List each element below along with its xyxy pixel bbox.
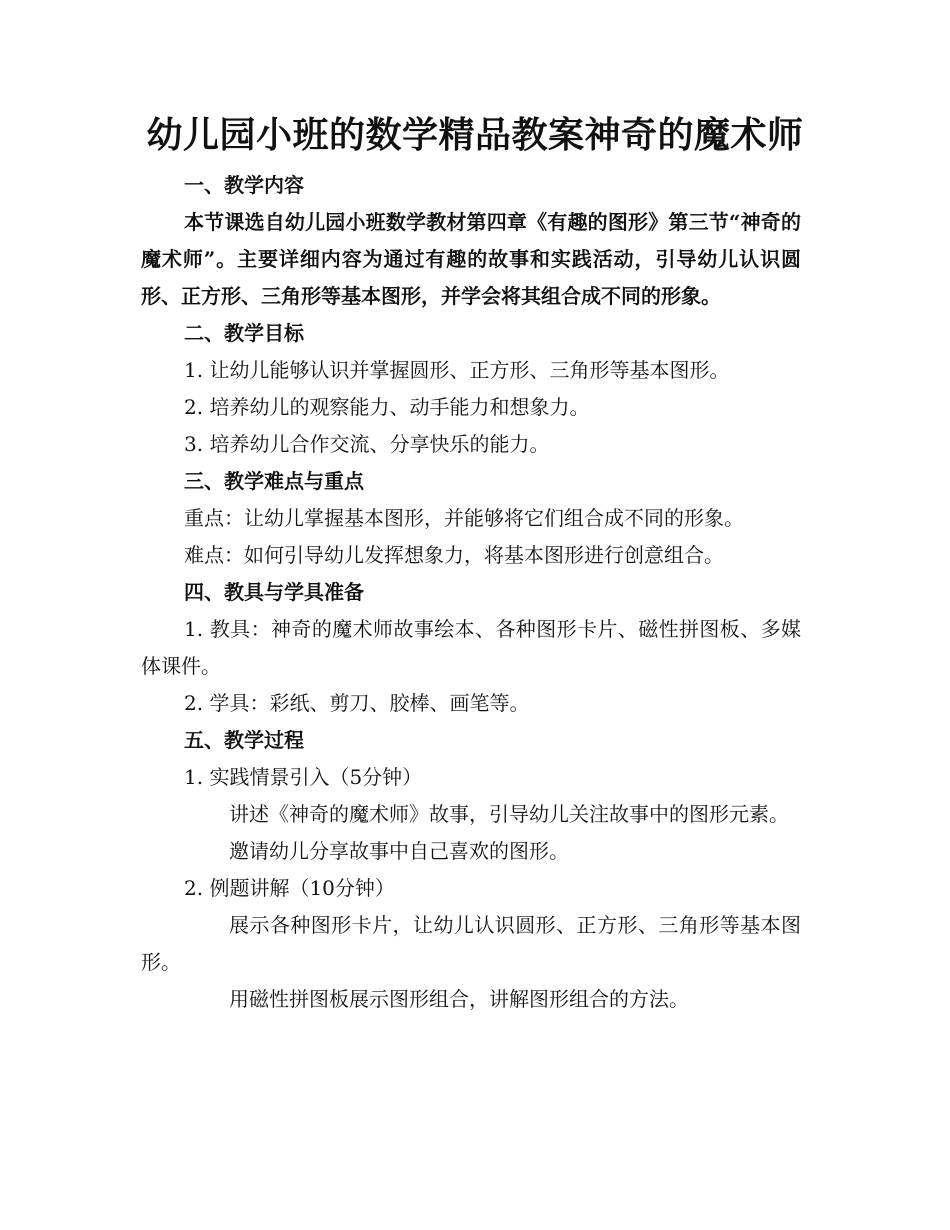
process-step-heading: 2. 例题讲解（10分钟） <box>184 876 395 900</box>
goal-item: 3. 培养幼儿合作交流、分享快乐的能力。 <box>184 432 550 456</box>
teacher-materials-text: 1. 教具：神奇的魔术师故事绘本、各种图形卡片、磁性拼图板、多媒体课件。 <box>141 617 801 678</box>
key-point-text: 重点：让幼儿掌握基本图形，并能够将它们组合成不同的形象。 <box>184 506 744 530</box>
section-heading-teaching-content: 一、教学内容 <box>184 173 304 197</box>
document-body <box>141 167 801 1018</box>
teaching-content-paragraph: 本节课选自幼儿园小班数学教材第四章《有趣的图形》第三节“神奇的魔术师”。主要详细内容为通过有趣的故事和实践活动，引导幼儿认识圆形、正方形、三角形等基本图形，并学会将其组合成不同的形象。 <box>141 210 801 308</box>
process-step-text: 邀请幼儿分享故事中自己喜欢的图形。 <box>229 839 569 863</box>
goal-item: 2. 培养幼儿的观察能力、动手能力和想象力。 <box>184 395 590 419</box>
section-heading-materials: 四、教具与学具准备 <box>184 580 364 604</box>
section-heading-teaching-process: 五、教学过程 <box>184 728 304 752</box>
section-heading-teaching-goals: 二、教学目标 <box>184 321 304 345</box>
difficulty-text: 难点：如何引导幼儿发挥想象力，将基本图形进行创意组合。 <box>184 543 724 567</box>
section-heading-key-difficult-points: 三、教学难点与重点 <box>184 469 364 493</box>
document-title: 幼儿园小班的数学精品教案神奇的魔术师 <box>146 114 804 156</box>
process-step-text: 讲述《神奇的魔术师》故事，引导幼儿关注故事中的图形元素。 <box>229 802 789 826</box>
goal-item: 1. 让幼儿能够认识并掌握圆形、正方形、三角形等基本图形。 <box>184 358 730 382</box>
process-step-text: 用磁性拼图板展示图形组合，讲解图形组合的方法。 <box>229 987 689 1011</box>
process-step-heading: 1. 实践情景引入（5分钟） <box>184 765 423 789</box>
process-step-text: 展示各种图形卡片，让幼儿认识圆形、正方形、三角形等基本图形。 <box>141 913 801 974</box>
student-materials-text: 2. 学具：彩纸、剪刀、胶棒、画笔等。 <box>184 691 530 715</box>
